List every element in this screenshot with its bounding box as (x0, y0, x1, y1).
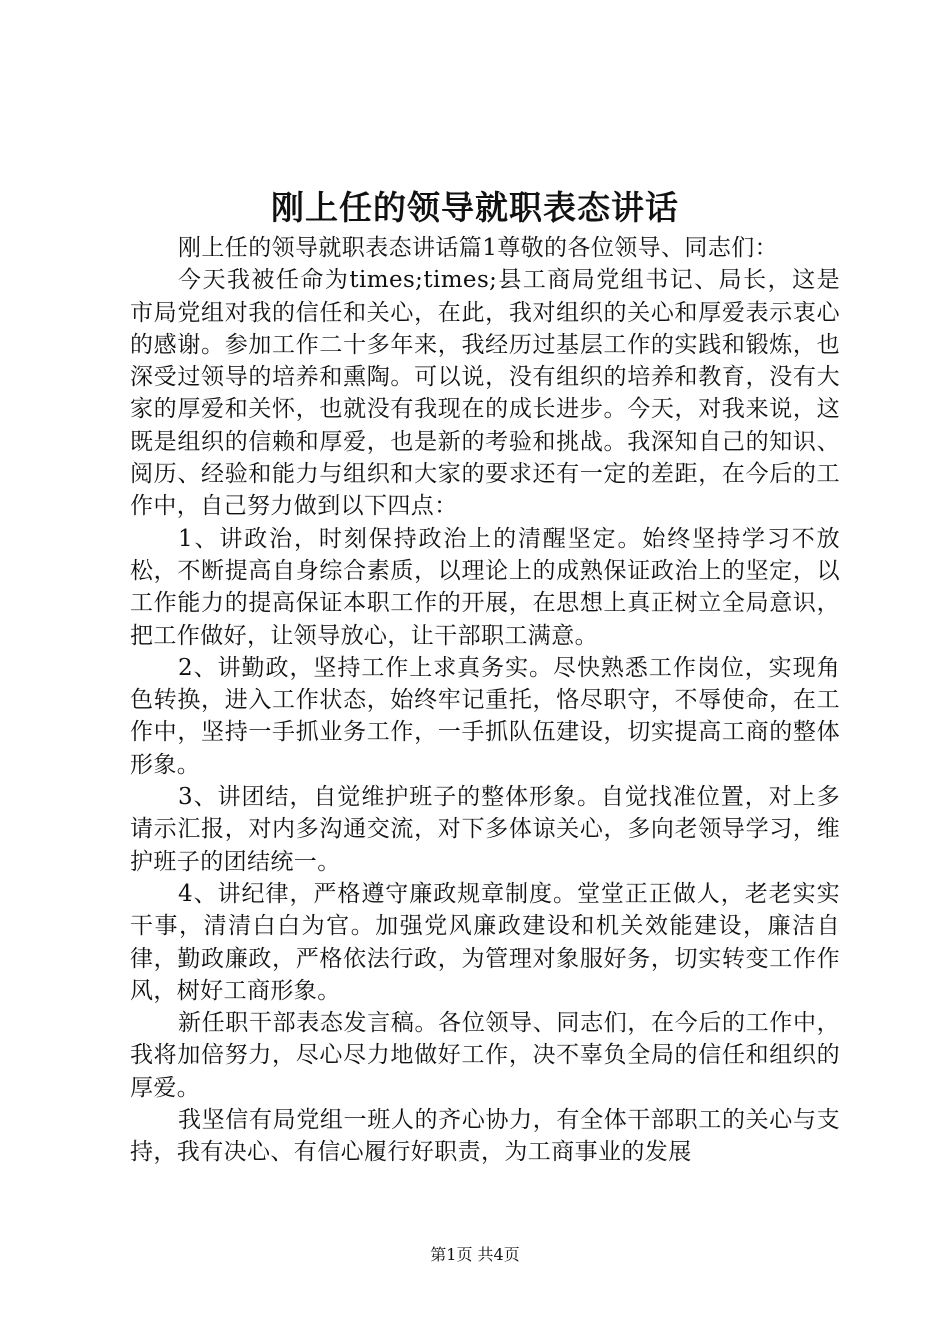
document-body (130, 232, 840, 1169)
paragraph-point-3: 3、讲团结，自觉维护班子的整体形象。自觉找准位置，对上多请示汇报，对内多沟通交流，对下多体谅关心，多向老领导学习，维护班子的团结统一。 (130, 784, 840, 875)
paragraph-point-2: 2、讲勤政，坚持工作上求真务实。尽快熟悉工作岗位，实现角色转换，进入工作状态，始终牢记重托，恪尽职守，不辱使命，在工作中，坚持一手抓业务工作，一手抓队伍建设，切实提高工商的整体形象。 (130, 654, 840, 778)
paragraph-greeting: 刚上任的领导就职表态讲话篇1尊敬的各位领导、同志们： (178, 235, 779, 261)
paragraph-commitment: 新任职干部表态发言稿。各位领导、同志们，在今后的工作中，我将加倍努力，尽心尽力地做好工作，决不辜负全局的信任和组织的厚爱。 (130, 1010, 840, 1101)
paragraph-introduction: 今天我被任命为times;times;县工商局党组书记、局长，这是市局党组对我的信任和关心，在此，我对组织的关心和厚爱表示衷心的感谢。参加工作二十多年来，我经历过基层工作的实践和锻炼，也深受过领导的培养和熏陶。可以说，没有组织的培养和教育，没有大家的厚爱和关怀，也就没有我现在的成长进步。今天，对我来说，这既是组织的信赖和厚爱，也是新的考验和挑战。我深知自己的知识、阅历、经验和能力与组织和大家的要求还有一定的差距，在今后的工作中，自己努力做到以下四点： (130, 267, 840, 520)
page-footer: 第1页 共4页 (430, 1245, 520, 1264)
paragraph-closing: 我坚信有局党组一班人的齐心协力，有全体干部职工的关心与支持，我有决心、有信心履行好职责，为工商事业的发展 (130, 1107, 840, 1166)
document-title: 刚上任的领导就职表态讲话 (271, 188, 679, 227)
paragraph-point-4: 4、讲纪律，严格遵守廉政规章制度。堂堂正正做人，老老实实干事，清清白白为官。加强党风廉政建设和机关效能建设，廉洁自律，勤政廉政，严格依法行政，为管理对象服好务，切实转变工作作风，树好工商形象。 (130, 880, 840, 1004)
paragraph-point-1: 1、讲政治，时刻保持政治上的清醒坚定。始终坚持学习不放松，不断提高自身综合素质，以理论上的成熟保证政治上的坚定，以工作能力的提高保证本职工作的开展，在思想上真正树立全局意识，把工作做好，让领导放心，让干部职工满意。 (130, 525, 840, 649)
